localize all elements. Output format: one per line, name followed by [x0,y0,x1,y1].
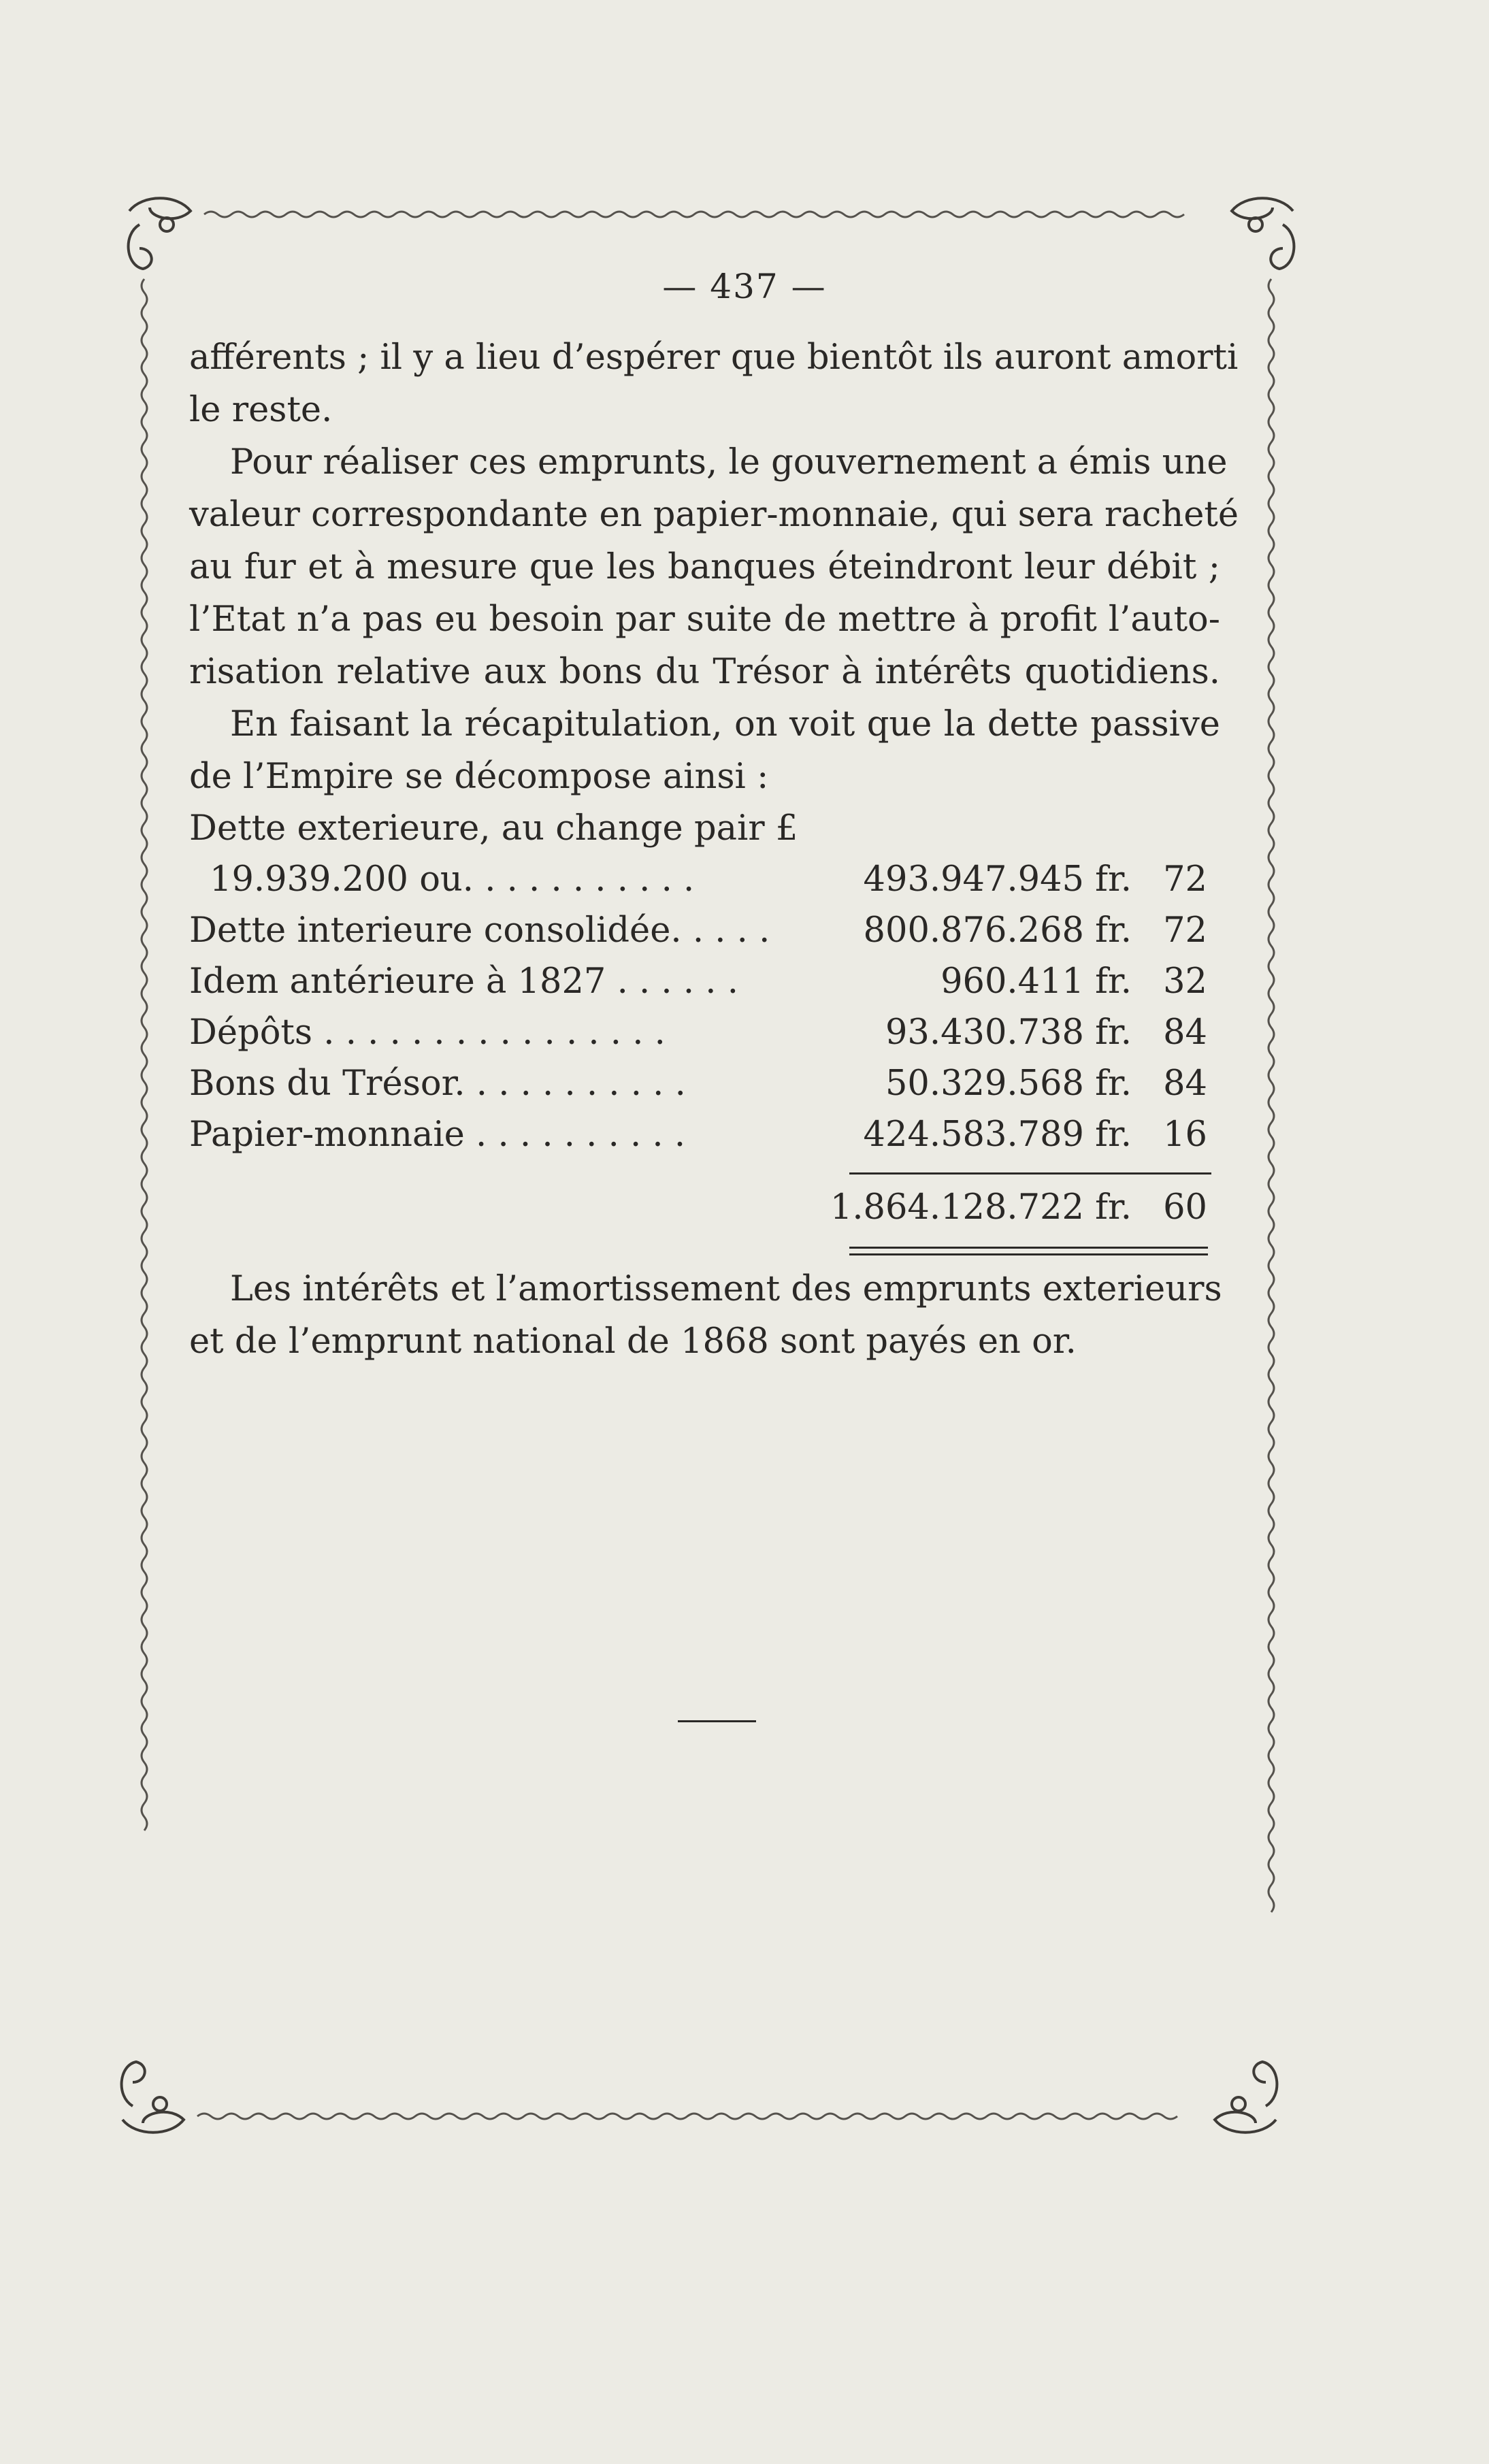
row-cents: 16 [1163,1115,1207,1155]
total-double-rule-top [849,1247,1208,1249]
paragraph-loans [189,436,1239,698]
sum-rule [849,1172,1211,1174]
total-cents: 60 [1163,1187,1207,1228]
row-currency: fr. [1095,1064,1132,1104]
row-cents: 84 [1163,1013,1207,1053]
left-wavy-line [142,279,147,1830]
row-currency: fr. [1095,1115,1132,1155]
row-label: Bons du Trésor. . . . . . . . . . . [189,1064,686,1104]
text-line: valeur correspondante en papier-monnaie, qui sera racheté [189,495,1239,535]
text-line: de l’Empire se décompose ainsi : [189,757,769,797]
debt-table [189,803,1210,1160]
total-row [189,1182,1210,1233]
row-amount: 50.329.568 [885,1064,1084,1104]
text-line: au fur et à mesure que les banques éteindront leur débit ; [189,547,1220,587]
top-wavy-line [204,212,1184,217]
total-double-rule-bottom [849,1253,1208,1255]
row-amount: 960.411 [940,962,1084,1002]
table-row [189,1007,1210,1058]
table-heading: Dette exterieure, au change pair £ [189,808,798,849]
total-currency: fr. [1095,1187,1132,1228]
paragraph-continuation [189,331,1239,436]
row-label: Idem antérieure à 1827 . . . . . . [189,962,738,1002]
row-cents: 72 [1163,859,1207,900]
text-line: l’Etat n’a pas eu besoin par suite de mettre à profit l’auto- [189,599,1220,640]
corner-flourish-bottom-left [122,2062,184,2133]
row-currency: fr. [1095,910,1132,951]
table-row [189,1109,1210,1160]
row-amount: 93.430.738 [885,1013,1084,1053]
paragraph-interest [189,1263,1220,1368]
row-cents: 84 [1163,1064,1207,1104]
row-cents: 72 [1163,910,1207,951]
corner-flourish-top-left [129,198,191,269]
row-label: Dette interieure consolidée. . . . . [189,910,770,951]
text-line: et de l’emprunt national de 1868 sont payés en or. [189,1321,1077,1362]
row-label: Papier-monnaie . . . . . . . . . . [189,1115,686,1155]
row-cents: 32 [1163,962,1207,1002]
text-line: Pour réaliser ces emprunts, le gouvernement a émis une [230,442,1228,482]
bottom-wavy-line [197,2114,1177,2119]
row-label: 19.939.200 ou. . . . . . . . . . . [210,859,695,900]
row-label: Dépôts . . . . . . . . . . . . . . . . [189,1013,666,1053]
corner-flourish-top-right [1232,198,1294,269]
text-line: le reste. [189,390,333,430]
row-currency: fr. [1095,1013,1132,1053]
table-row [189,854,1210,905]
section-end-rule [678,1720,756,1722]
corner-flourish-bottom-right [1215,2062,1277,2133]
row-currency: fr. [1095,962,1132,1002]
table-row [189,905,1210,956]
total-amount: 1.864.128.722 [830,1187,1084,1228]
right-wavy-line [1269,279,1274,1912]
table-heading-row [189,803,1210,854]
text-line: risation relative aux bons du Trésor à intérêts quotidiens. [189,652,1220,692]
text-line: Les intérêts et l’amortissement des emprunts exterieurs [230,1269,1222,1309]
row-amount: 800.876.268 [863,910,1084,951]
table-row [189,956,1210,1007]
text-line: En faisant la récapitulation, on voit que la dette passive [230,704,1220,744]
text-line: afférents ; il y a lieu d’espérer que bientôt ils auront amorti [189,338,1239,378]
paragraph-recapitulation [189,698,1220,803]
total-block [189,1182,1210,1233]
page-number: — 437 — [662,267,827,306]
row-amount: 424.583.789 [863,1115,1084,1155]
table-row [189,1058,1210,1109]
row-amount: 493.947.945 [863,859,1084,900]
row-currency: fr. [1095,859,1132,900]
